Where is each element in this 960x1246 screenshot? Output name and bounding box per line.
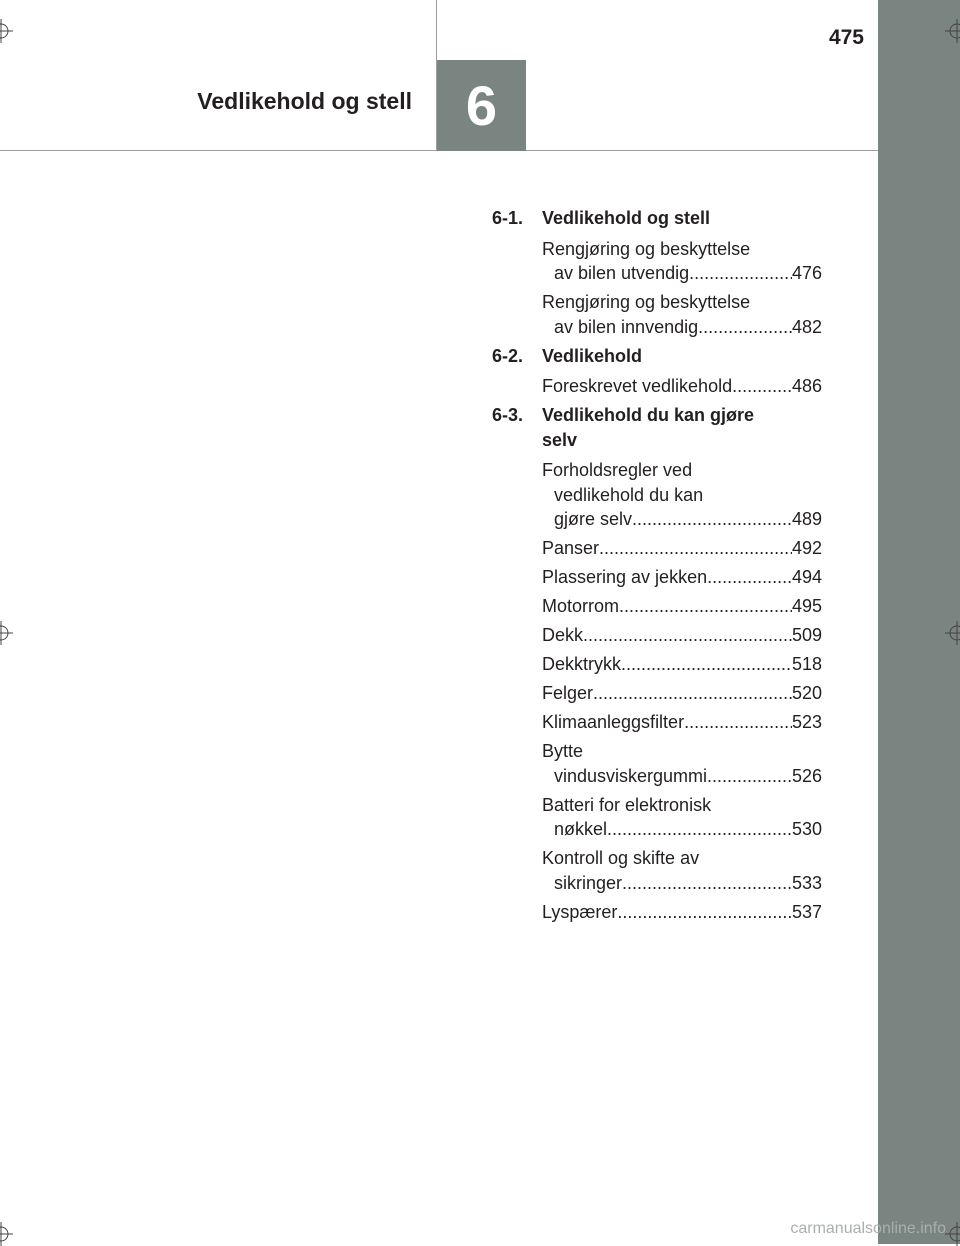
toc-entry[interactable] xyxy=(542,652,822,677)
toc-entry-page: 509 xyxy=(791,625,822,645)
toc-entry-last-line xyxy=(542,315,822,340)
section-title-line: selv xyxy=(542,429,578,450)
toc-entry[interactable] xyxy=(542,710,822,735)
toc-entry-label: Motorrom xyxy=(542,596,620,616)
toc-entry[interactable] xyxy=(542,846,822,895)
toc-entry-label: Forholdsregler ved xyxy=(542,460,693,480)
toc-entry-page: 486 xyxy=(791,376,822,396)
toc-entry-label: sikringer xyxy=(554,872,623,893)
registration-mark-icon xyxy=(0,1222,13,1246)
toc-entry[interactable] xyxy=(542,900,822,925)
toc-section-heading xyxy=(492,344,822,369)
toc-entry-last-line xyxy=(542,681,822,706)
toc-entry[interactable] xyxy=(542,565,822,590)
toc-entry[interactable] xyxy=(542,681,822,706)
leader-dots xyxy=(583,623,792,648)
registration-mark-icon xyxy=(945,19,960,43)
toc-entry-label: nøkkel xyxy=(554,819,608,839)
toc-entry-page: 537 xyxy=(791,901,822,922)
toc-entry-label: Batteri for elektronisk xyxy=(542,794,712,815)
leader-dots xyxy=(707,565,792,590)
toc-entry-label: Kontroll og skifte av xyxy=(542,848,700,868)
section-title-line: Vedlikehold du kan gjøre xyxy=(542,405,755,425)
toc-entry-last-line xyxy=(542,623,822,648)
toc-entry-last-line xyxy=(542,507,822,532)
registration-mark-icon xyxy=(0,621,13,645)
toc-entry-label: Klimaanleggsfilter xyxy=(542,712,685,732)
leader-dots xyxy=(619,594,792,619)
leader-dots xyxy=(621,652,792,677)
toc-entry-last-line xyxy=(542,710,822,735)
toc-entry[interactable] xyxy=(542,458,822,532)
leader-dots xyxy=(732,374,792,399)
toc-entry-label: Bytte xyxy=(542,741,584,761)
leader-dots xyxy=(593,681,792,706)
toc-entry-page: 520 xyxy=(791,683,822,703)
leader-dots xyxy=(622,871,792,896)
leader-dots xyxy=(689,261,792,286)
registration-mark-icon xyxy=(0,19,13,43)
leader-dots xyxy=(617,900,792,925)
section-title xyxy=(542,403,822,452)
toc-entry-label: av bilen innvendig xyxy=(554,316,699,337)
toc-entry-page: 518 xyxy=(791,654,822,674)
toc-entry[interactable] xyxy=(542,536,822,561)
leader-dots xyxy=(607,817,792,842)
toc-entry-last-line xyxy=(542,871,822,896)
leader-dots xyxy=(707,764,792,789)
chapter-title: Vedlikehold og stell xyxy=(197,88,412,114)
toc-entry[interactable] xyxy=(542,594,822,619)
registration-mark-icon xyxy=(945,621,960,645)
toc-entry-label: Dekk xyxy=(542,625,584,645)
toc-entry-page: 492 xyxy=(791,538,822,558)
toc-entry-label: Felger xyxy=(542,683,594,703)
toc-entry-last-line xyxy=(542,900,822,925)
section-number: 6-1. xyxy=(492,208,524,228)
toc-entry[interactable] xyxy=(542,374,822,399)
toc-entry-page: 476 xyxy=(791,263,822,283)
toc-entry-label: Dekktrykk xyxy=(542,654,622,674)
toc-entry[interactable] xyxy=(542,739,822,788)
toc-entry-label: vedlikehold du kan xyxy=(554,484,704,505)
toc-entry-page: 489 xyxy=(791,509,822,529)
toc-entry-last-line xyxy=(542,261,822,286)
leader-dots xyxy=(684,710,792,735)
toc-entry-last-line xyxy=(542,817,822,842)
toc-entry-page: 533 xyxy=(791,872,822,893)
section-number: 6-2. xyxy=(492,345,524,366)
toc-entry-last-line xyxy=(542,652,822,677)
section-title xyxy=(542,206,822,231)
toc-entry[interactable] xyxy=(542,290,822,339)
toc-entry-page: 523 xyxy=(791,712,822,732)
chapter-number-box xyxy=(437,60,526,151)
toc-section-heading xyxy=(492,403,822,452)
section-title-line: Vedlikehold xyxy=(542,345,643,366)
toc-entry-last-line xyxy=(542,565,822,590)
toc-entry-last-line xyxy=(542,594,822,619)
toc-entry-label: vindusviskergummi xyxy=(554,765,708,786)
toc-entry[interactable] xyxy=(542,237,822,286)
toc-entry-label: Plassering av jekken xyxy=(542,567,708,587)
toc-entry[interactable] xyxy=(542,793,822,842)
toc-entry-page: 494 xyxy=(791,567,822,587)
toc-entry-label: gjøre selv xyxy=(554,509,633,529)
section-title xyxy=(542,344,822,369)
table-of-contents xyxy=(492,206,822,929)
toc-entry-page: 530 xyxy=(791,819,822,839)
toc-entry-label: Rengjøring og beskyttelse xyxy=(542,292,751,312)
toc-entry-label: Rengjøring og beskyttelse xyxy=(542,238,751,259)
leader-dots xyxy=(632,507,792,532)
toc-entry-last-line xyxy=(542,764,822,789)
toc-entry-label: Panser xyxy=(542,538,600,558)
toc-entry-label: Lyspærer xyxy=(542,901,618,922)
leader-dots xyxy=(698,315,792,340)
page-number: 475 xyxy=(828,26,864,49)
toc-entry[interactable] xyxy=(542,623,822,648)
toc-entry-label: av bilen utvendig xyxy=(554,263,690,283)
toc-entry-last-line xyxy=(542,536,822,561)
toc-entry-label: Foreskrevet vedlikehold xyxy=(542,376,733,396)
toc-entry-page: 526 xyxy=(791,765,822,786)
chapter-number: 6 xyxy=(465,74,498,137)
watermark: carmanualsonline.info xyxy=(790,1220,946,1237)
toc-entry-page: 482 xyxy=(791,316,822,337)
section-number: 6-3. xyxy=(492,405,524,425)
toc-entry-page: 495 xyxy=(791,596,822,616)
toc-entry-last-line xyxy=(542,374,822,399)
toc-section-heading xyxy=(492,206,822,231)
registration-mark-icon xyxy=(945,1222,960,1246)
leader-dots xyxy=(599,536,792,561)
section-title-line: Vedlikehold og stell xyxy=(542,208,711,228)
